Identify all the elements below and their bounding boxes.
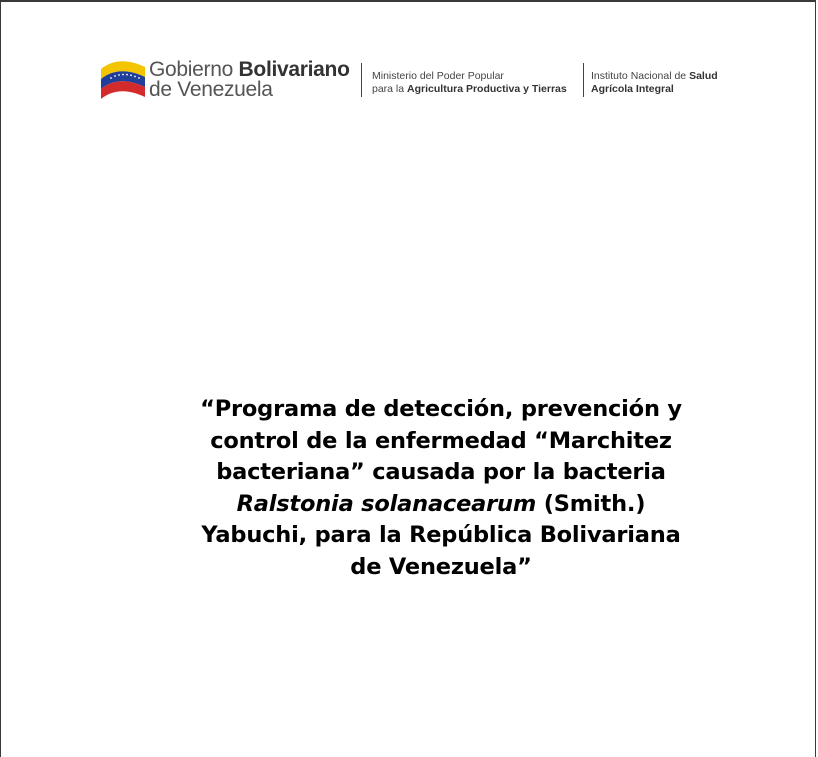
de-venezuela-text: de Venezuela bbox=[149, 78, 273, 101]
title-line-5: Yabuchi, para la República Bolivariana bbox=[201, 522, 681, 548]
ministerio-line2-bold: Agricultura Productiva y Tierras bbox=[407, 83, 567, 95]
species-author: (Smith.) bbox=[536, 490, 646, 517]
title-line-6: de Venezuela” bbox=[350, 553, 532, 580]
instituto-text bbox=[591, 70, 718, 96]
header-divider bbox=[361, 63, 362, 97]
ministerio-line2-prefix: para la bbox=[372, 83, 405, 95]
ministerio-text bbox=[372, 70, 567, 96]
species-name: Ralstonia solanacearum bbox=[236, 490, 537, 517]
venezuela-flag-logo bbox=[99, 57, 147, 101]
document-title bbox=[141, 394, 741, 583]
title-line-4 bbox=[141, 489, 741, 521]
instituto-line1-bold: Salud bbox=[689, 70, 718, 82]
gobierno-bolivariano-wordmark bbox=[149, 60, 350, 100]
title-line-3: bacteriana” causada por la bacteria bbox=[216, 459, 666, 485]
bolivariano-word: Bolivariano bbox=[238, 58, 350, 81]
instituto-line1-prefix: Instituto Nacional de bbox=[591, 70, 687, 82]
title-line-1: “Programa de detección, prevención y bbox=[200, 396, 682, 422]
gobierno-word: Gobierno bbox=[149, 58, 233, 81]
title-line-2: control de la enfermedad “Marchitez bbox=[210, 427, 672, 454]
institutional-header bbox=[99, 57, 759, 105]
ministerio-line1: Ministerio del Poder Popular bbox=[372, 70, 504, 82]
header-divider bbox=[583, 63, 584, 97]
instituto-line2: Agrícola Integral bbox=[591, 83, 674, 95]
